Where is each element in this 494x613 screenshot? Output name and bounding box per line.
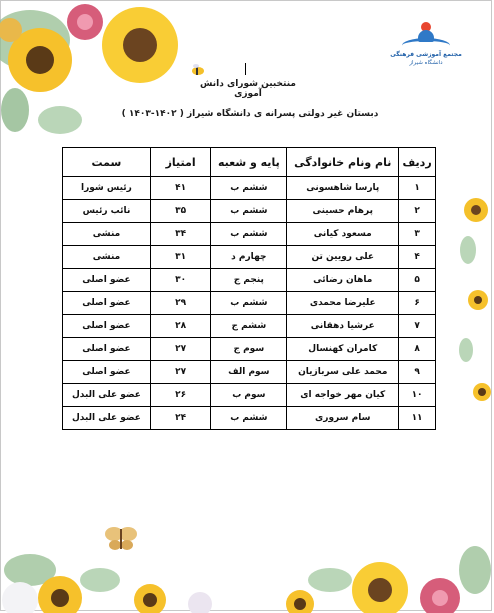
flower-decoration-right: [438, 170, 494, 430]
cell-score: ۳۱: [150, 246, 210, 269]
header-score: امتیاز: [150, 148, 210, 177]
table-row: [63, 177, 436, 200]
cell-grade: سوم ب: [211, 384, 287, 407]
header-grade: پایه و شعبه: [211, 148, 287, 177]
cell-grade: سوم الف: [211, 361, 287, 384]
page-title: منتخبین شورای دانش آموزی: [200, 79, 296, 99]
cell-grade: ششم ب: [211, 407, 287, 430]
cell-score: ۲۷: [150, 338, 210, 361]
cell-name: علی رویین تن: [287, 246, 399, 269]
cell-name: محمد علی سربازیان: [287, 361, 399, 384]
flower-decoration-bottom: [0, 520, 494, 613]
cell-score: ۳۰: [150, 269, 210, 292]
cell-role: نائب رئیس: [63, 200, 151, 223]
table-row: [63, 361, 436, 384]
cell-grade: ششم ب: [211, 223, 287, 246]
table-row: [63, 223, 436, 246]
cell-grade: ششم ب: [211, 200, 287, 223]
cell-index: ۱: [399, 177, 436, 200]
table-row: [63, 269, 436, 292]
cell-score: ۲۶: [150, 384, 210, 407]
cell-name: سام سروری: [287, 407, 399, 430]
cell-score: ۴۱: [150, 177, 210, 200]
cell-name: ماهان رضائی: [287, 269, 399, 292]
cell-index: ۲: [399, 200, 436, 223]
cell-grade: چهارم د: [211, 246, 287, 269]
header-name: نام ونام خانوادگی: [287, 148, 399, 177]
cell-role: عضو اصلی: [63, 292, 151, 315]
cell-index: ۵: [399, 269, 436, 292]
table-header-row: [63, 148, 436, 177]
cell-grade: ششم ب: [211, 292, 287, 315]
cell-grade: ششم ج: [211, 315, 287, 338]
table-row: [63, 384, 436, 407]
cell-score: ۲۴: [150, 407, 210, 430]
cell-index: ۱۱: [399, 407, 436, 430]
cell-grade: ششم ب: [211, 177, 287, 200]
logo-text-line2: دانشگاه شیراز: [409, 60, 443, 66]
table-row: [63, 315, 436, 338]
cell-role: عضو اصلی: [63, 315, 151, 338]
sunflower-decoration-top-left: [0, 0, 200, 150]
cell-index: ۶: [399, 292, 436, 315]
cell-name: کیان مهر خواجه ای: [287, 384, 399, 407]
cell-score: ۲۹: [150, 292, 210, 315]
cell-role: عضو اصلی: [63, 269, 151, 292]
table-row: [63, 292, 436, 315]
cell-name: کامران کهنسال: [287, 338, 399, 361]
butterfly-icon: [104, 524, 138, 554]
cell-grade: سوم ج: [211, 338, 287, 361]
cell-index: ۷: [399, 315, 436, 338]
cell-role: عضو علی البدل: [63, 384, 151, 407]
cell-grade: پنجم ج: [211, 269, 287, 292]
cell-role: عضو اصلی: [63, 338, 151, 361]
cell-role: عضو علی البدل: [63, 407, 151, 430]
logo-text-line1: مجتمع آموزشی فرهنگی: [390, 51, 462, 58]
header-index: ردیف: [399, 148, 436, 177]
table-row: [63, 246, 436, 269]
cell-name: پرهام حسینی: [287, 200, 399, 223]
table-row: [63, 407, 436, 430]
cell-index: ۴: [399, 246, 436, 269]
cell-role: منشی: [63, 246, 151, 269]
school-logo: [388, 20, 464, 68]
page-subtitle: دبستان غیر دولتی پسرانه ی دانشگاه شیراز ( ۱۴۰۲-۱۴۰۳ ): [121, 109, 379, 119]
cell-role: رئیس شورا: [63, 177, 151, 200]
cell-score: ۳۵: [150, 200, 210, 223]
cell-role: منشی: [63, 223, 151, 246]
cell-name: عرشیا دهقانی: [287, 315, 399, 338]
text-cursor: [245, 63, 246, 75]
cell-role: عضو اصلی: [63, 361, 151, 384]
cell-index: ۸: [399, 338, 436, 361]
cell-index: ۳: [399, 223, 436, 246]
cell-score: ۲۷: [150, 361, 210, 384]
cell-name: مسعود کیانی: [287, 223, 399, 246]
members-table: [62, 147, 436, 430]
cell-index: ۹: [399, 361, 436, 384]
bee-icon: [190, 63, 206, 77]
table-row: [63, 200, 436, 223]
cell-index: ۱۰: [399, 384, 436, 407]
cell-score: ۲۸: [150, 315, 210, 338]
table-row: [63, 338, 436, 361]
cell-name: علیرضا محمدی: [287, 292, 399, 315]
header-role: سمت: [63, 148, 151, 177]
cell-name: پارسا شاهسونی: [287, 177, 399, 200]
cell-score: ۳۴: [150, 223, 210, 246]
